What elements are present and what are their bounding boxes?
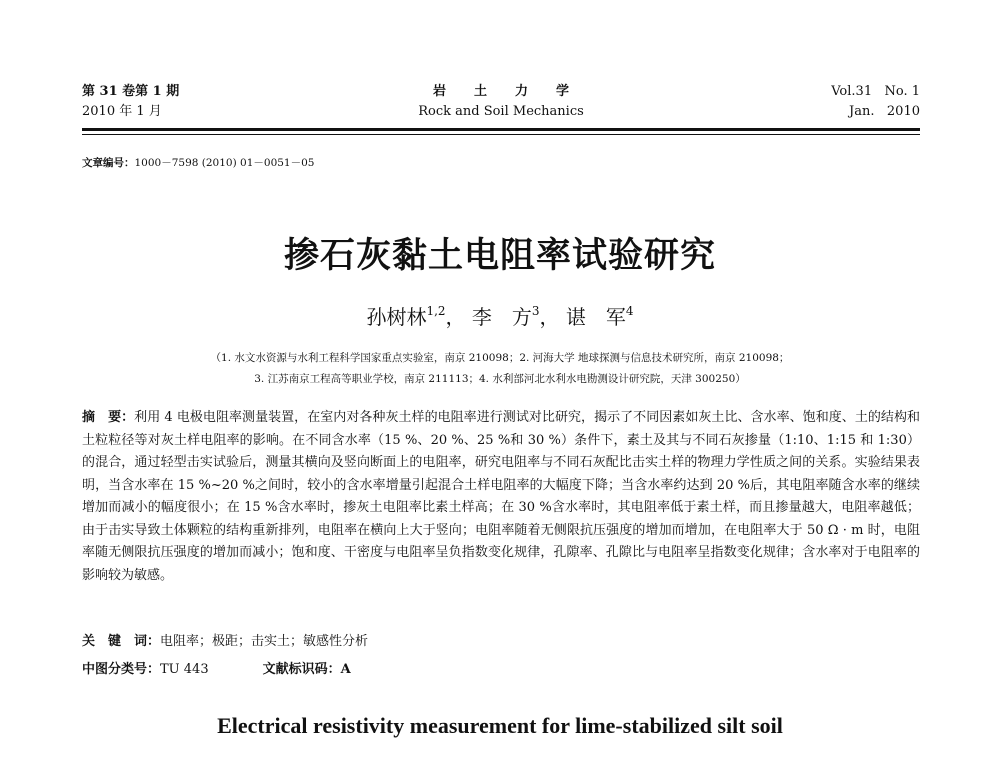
keywords-label: 关 键 词： bbox=[82, 634, 161, 649]
article-number-value: 1000－7598 (2010) 01－0051－05 bbox=[134, 157, 315, 169]
doc-code-label: 文献标识码： bbox=[262, 662, 341, 677]
author-separator: ， bbox=[539, 305, 560, 329]
keywords bbox=[82, 630, 368, 649]
author-affiliation-mark: 3 bbox=[531, 304, 540, 318]
date-en: Jan. 2010 bbox=[849, 104, 920, 119]
author-affiliation-mark: 4 bbox=[625, 304, 634, 318]
author-list bbox=[0, 301, 1000, 330]
paper-title: 掺石灰黏土电阻率试验研究 bbox=[283, 235, 716, 276]
header-rule-thick bbox=[82, 128, 920, 131]
affiliation-line-1: （1. 水文水资源与水利工程科学国家重点实验室，南京 210098；2. 河海大学 地球探测与信息技术研究所，南京 210098； bbox=[210, 352, 790, 364]
journal-name-cn: 岩土力学 bbox=[432, 84, 597, 99]
author-separator: ， bbox=[445, 305, 466, 329]
author-name: 李 方 bbox=[471, 305, 532, 329]
journal-header bbox=[82, 82, 920, 122]
article-number bbox=[82, 155, 314, 170]
header-rule-thin bbox=[82, 134, 920, 135]
author-name: 孙树林 bbox=[366, 305, 427, 329]
author-affiliation-mark: 1,2 bbox=[426, 304, 446, 318]
affiliation-line-2: 3. 江苏南京工程高等职业学校，南京 211113；4. 水利部河北水利水电勘测设计研究院，天津 300250） bbox=[254, 373, 746, 385]
header-right bbox=[831, 82, 920, 122]
article-number-label: 文章编号： bbox=[82, 157, 135, 169]
abstract-text: 利用 4 电极电阻率测量装置，在室内对各种灰土样的电阻率进行测试对比研究，揭示了不同因素如灰土比、含水率、饱和度、土的结构和土粒粒径等对灰土样电阻率的影响。在不同含水率（15 %、20 %、25 %和 30 %）条件下，素土及其与不同石灰掺量（1:10、1:15 和 1:30）的混合，通过轻型击实试验后，测量其横向及竖向断面上的电阻率，研究电阻率与不同石灰配比击实土样的物理力学性质之间的关系。实验结果表明，当含水率在 15 %~20 %之间时，较小的含水率增量引起混合土样电阻率的大幅度下降；当含水率约达到 20 %后，其电阻率随含水率的继续增加而减小的幅度很小；在 15 %含水率时，掺灰土电阻率比素土样高；在 30 %含水率时，其电阻率低于素土样，而且掺量越大，电阻率越低；由于击实导致土体颗粒的结构重新排列，电阻率在横向上大于竖向；电阻率随着无侧限抗压强度的增加而增加，在电阻率大于 50 Ω · m 时，电阻率随无侧限抗压强度的增加而减小；饱和度、干密度与电阻率呈负指数变化规律，孔隙率、孔隙比与电阻率呈指数变化规律；含水率对于电阻率的影响较为敏感。 bbox=[82, 410, 920, 583]
issue-cn: 第 31 卷第 1 期 bbox=[82, 84, 180, 99]
clc-label: 中图分类号： bbox=[82, 662, 161, 677]
journal-name-en: Rock and Soil Mechanics bbox=[418, 104, 584, 119]
abstract-label: 摘 要： bbox=[82, 410, 135, 425]
classification-line bbox=[82, 658, 351, 677]
keywords-text: 电阻率；极距；击实土；敏感性分析 bbox=[160, 634, 369, 649]
english-title: Electrical resistivity measurement for lime-stabilized silt soil bbox=[217, 713, 783, 738]
clc-value: TU 443 bbox=[160, 662, 209, 677]
doc-code-value: A bbox=[340, 662, 351, 677]
author-name: 谌 军 bbox=[565, 305, 626, 329]
volume-en: Vol.31 No. 1 bbox=[831, 84, 920, 99]
header-center bbox=[82, 82, 920, 122]
date-cn: 2010 年 1 月 bbox=[82, 104, 162, 119]
abstract bbox=[82, 407, 920, 587]
